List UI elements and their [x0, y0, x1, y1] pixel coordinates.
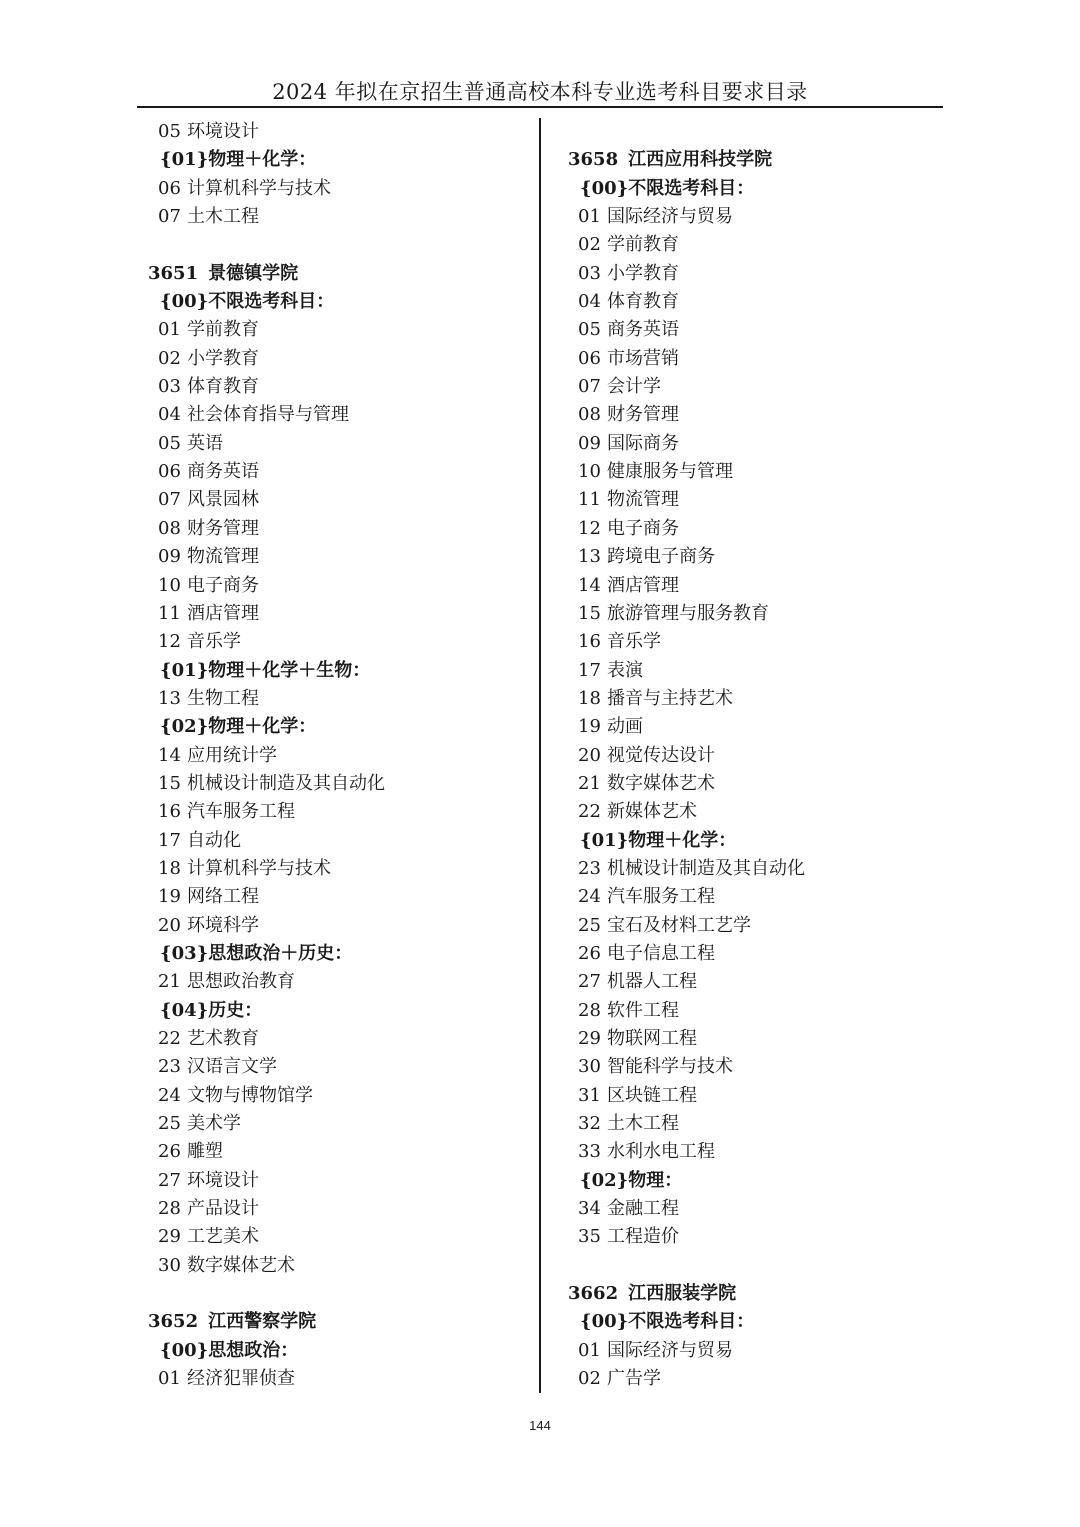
major-name: 视觉传达设计: [607, 744, 715, 766]
major-code: 20: [158, 914, 181, 936]
major-item: [568, 1195, 948, 1223]
blank-line: [568, 118, 948, 146]
school-name: 景德镇学院: [208, 262, 299, 284]
major-name: 金融工程: [607, 1198, 679, 1220]
page-title: 2024 年拟在京招生普通高校本科专业选考科目要求目录: [272, 80, 808, 104]
subject-requirement-group: {01}物理＋化学＋生物：: [160, 659, 371, 681]
major-name: 工艺美术: [187, 1226, 259, 1248]
major-code: 02: [578, 1368, 601, 1390]
subject-requirement-group: {02}物理＋化学：: [160, 716, 317, 738]
major-name: 机械设计制造及其自动化: [187, 772, 385, 794]
major-item: [568, 855, 948, 883]
subject-requirement-group: {00}思想政治：: [160, 1339, 299, 1361]
major-name: 电子商务: [607, 517, 679, 539]
major-item: [568, 1082, 948, 1110]
major-name: 财务管理: [607, 404, 679, 426]
major-name: 体育教育: [607, 291, 679, 313]
major-code: 07: [158, 206, 181, 228]
major-code: 03: [578, 262, 601, 284]
major-item: [148, 1167, 533, 1195]
major-item: [568, 373, 948, 401]
major-code: 17: [578, 659, 601, 681]
school-code: 3652: [148, 1311, 199, 1333]
major-code: 08: [158, 517, 181, 539]
major-item: [568, 543, 948, 571]
major-item: [148, 175, 533, 203]
major-name: 汉语言文学: [187, 1056, 277, 1078]
major-name: 物流管理: [187, 546, 259, 568]
major-name: 商务英语: [187, 461, 259, 483]
major-item: [148, 628, 533, 656]
major-code: 06: [158, 177, 181, 199]
right-column: [568, 118, 948, 1393]
major-name: 商务英语: [607, 319, 679, 341]
major-code: 05: [578, 319, 601, 341]
major-name: 国际经济与贸易: [607, 206, 733, 228]
major-code: 01: [578, 206, 601, 228]
major-item: [148, 600, 533, 628]
major-code: 21: [578, 772, 601, 794]
major-code: 04: [158, 404, 181, 426]
school-heading: [568, 1280, 948, 1308]
major-name: 数字媒体艺术: [187, 1254, 295, 1276]
major-code: 02: [578, 234, 601, 256]
major-code: 09: [158, 546, 181, 568]
major-name: 产品设计: [187, 1198, 259, 1220]
major-item: [568, 572, 948, 600]
subject-requirement-group: {03}思想政治＋历史：: [160, 942, 353, 964]
major-item: [148, 1025, 533, 1053]
major-item: [568, 628, 948, 656]
major-name: 土木工程: [607, 1113, 679, 1135]
major-item: [568, 940, 948, 968]
major-name: 思想政治教育: [187, 971, 295, 993]
major-name: 电子信息工程: [607, 942, 715, 964]
major-code: 26: [158, 1141, 181, 1163]
major-code: 28: [158, 1198, 181, 1220]
major-name: 生物工程: [187, 687, 259, 709]
major-code: 13: [578, 546, 601, 568]
major-item: [568, 912, 948, 940]
major-name: 新媒体艺术: [607, 801, 697, 823]
major-code: 30: [158, 1254, 181, 1276]
major-code: 34: [578, 1198, 601, 1220]
major-name: 物流管理: [607, 489, 679, 511]
major-name: 跨境电子商务: [607, 546, 715, 568]
major-item: [148, 685, 533, 713]
major-name: 市场营销: [607, 347, 679, 369]
major-code: 25: [578, 914, 601, 936]
major-code: 27: [158, 1169, 181, 1191]
major-name: 风景园林: [187, 489, 259, 511]
school-code: 3651: [148, 262, 199, 284]
major-item: [568, 1138, 948, 1166]
major-item: [148, 572, 533, 600]
major-code: 15: [578, 602, 601, 624]
school-code: 3658: [568, 149, 619, 171]
major-name: 环境科学: [187, 914, 259, 936]
major-item: [148, 1053, 533, 1081]
school-heading: [148, 1308, 533, 1336]
blank-line: [568, 1252, 948, 1280]
major-name: 酒店管理: [187, 602, 259, 624]
major-name: 计算机科学与技术: [187, 857, 331, 879]
major-name: 广告学: [607, 1368, 661, 1390]
major-name: 物联网工程: [607, 1028, 697, 1049]
school-code: 3662: [568, 1283, 619, 1305]
major-name: 土木工程: [187, 206, 259, 228]
major-name: 工程造价: [607, 1226, 679, 1248]
major-item: [148, 855, 533, 883]
major-item: [568, 798, 948, 826]
column-divider: [539, 118, 541, 1393]
major-name: 电子商务: [187, 574, 259, 596]
major-name: 学前教育: [607, 234, 679, 256]
major-code: 12: [158, 631, 181, 653]
left-column: [148, 118, 533, 1393]
major-item: [568, 1025, 948, 1053]
major-item: [568, 742, 948, 770]
major-code: 18: [158, 857, 181, 879]
major-item: [568, 515, 948, 543]
major-code: 23: [578, 857, 601, 879]
subject-requirement-group: {00}不限选考科目：: [160, 291, 335, 313]
school-name: 江西服装学院: [628, 1283, 737, 1305]
school-heading: [148, 260, 533, 288]
major-code: 09: [578, 432, 601, 454]
major-name: 区块链工程: [607, 1084, 697, 1106]
major-code: 19: [158, 886, 181, 908]
major-item: [148, 742, 533, 770]
major-name: 小学教育: [187, 347, 259, 369]
major-item: [148, 316, 533, 344]
subject-requirement-group: {02}物理：: [580, 1169, 683, 1191]
major-code: 16: [578, 631, 601, 653]
major-code: 01: [578, 1339, 601, 1361]
major-code: 11: [158, 602, 181, 624]
major-name: 机器人工程: [607, 971, 697, 993]
major-code: 22: [158, 1028, 181, 1049]
major-name: 动画: [607, 716, 643, 738]
major-code: 06: [158, 461, 181, 483]
major-code: 29: [158, 1226, 181, 1248]
major-item: [148, 430, 533, 458]
major-item: [568, 1053, 948, 1081]
major-name: 智能科学与技术: [607, 1056, 733, 1078]
major-name: 旅游管理与服务教育: [607, 602, 769, 624]
major-item: [568, 883, 948, 911]
major-name: 水利水电工程: [607, 1141, 715, 1163]
major-item: [148, 968, 533, 996]
major-item: [568, 600, 948, 628]
major-item: [148, 1195, 533, 1223]
major-code: 25: [158, 1113, 181, 1135]
major-item: [568, 997, 948, 1025]
major-code: 03: [158, 376, 181, 398]
major-name: 播音与主持艺术: [607, 687, 733, 709]
major-name: 艺术教育: [187, 1028, 259, 1049]
major-name: 小学教育: [607, 262, 679, 284]
major-item: [568, 458, 948, 486]
major-name: 国际经济与贸易: [607, 1339, 733, 1361]
major-code: 19: [578, 716, 601, 738]
major-code: 07: [158, 489, 181, 511]
major-item: [148, 1365, 533, 1393]
major-name: 财务管理: [187, 517, 259, 539]
major-code: 31: [578, 1084, 601, 1106]
major-item: [148, 345, 533, 373]
major-item: [568, 231, 948, 259]
major-code: 06: [578, 347, 601, 369]
major-name: 汽车服务工程: [607, 886, 715, 908]
subject-requirement-group: {00}不限选考科目：: [580, 1311, 755, 1333]
major-name: 会计学: [607, 376, 661, 398]
subject-requirement-group: {01}物理＋化学：: [580, 829, 737, 851]
major-code: 04: [578, 291, 601, 313]
major-name: 美术学: [187, 1113, 241, 1135]
major-name: 国际商务: [607, 432, 679, 454]
major-code: 01: [158, 1368, 181, 1390]
major-name: 英语: [187, 432, 223, 454]
major-item: [148, 373, 533, 401]
major-name: 计算机科学与技术: [187, 177, 331, 199]
major-name: 环境设计: [187, 1169, 259, 1191]
major-code: 14: [578, 574, 601, 596]
major-code: 32: [578, 1113, 601, 1135]
major-name: 音乐学: [187, 631, 241, 653]
major-item: [148, 798, 533, 826]
major-code: 05: [158, 121, 181, 142]
major-item: [148, 770, 533, 798]
page-number: 144: [529, 1418, 551, 1433]
major-item: [148, 458, 533, 486]
major-item: [568, 316, 948, 344]
major-item: [568, 1337, 948, 1365]
major-item: [148, 1138, 533, 1166]
major-code: 17: [158, 829, 181, 851]
blank-line: [148, 231, 533, 259]
header-rule: [137, 106, 943, 108]
major-code: 08: [578, 404, 601, 426]
major-name: 表演: [607, 659, 643, 681]
major-code: 23: [158, 1056, 181, 1078]
major-code: 15: [158, 772, 181, 794]
major-item: [148, 118, 533, 146]
subject-requirement-group: {01}物理＋化学：: [160, 149, 317, 171]
major-code: 21: [158, 971, 181, 993]
major-code: 29: [578, 1028, 601, 1049]
major-item: [568, 401, 948, 429]
major-item: [148, 912, 533, 940]
major-code: 30: [578, 1056, 601, 1078]
major-item: [148, 486, 533, 514]
major-code: 28: [578, 999, 601, 1021]
major-name: 环境设计: [187, 121, 259, 142]
major-item: [568, 260, 948, 288]
major-item: [568, 968, 948, 996]
major-code: 10: [578, 461, 601, 483]
major-code: 11: [578, 489, 601, 511]
major-name: 数字媒体艺术: [607, 772, 715, 794]
major-name: 软件工程: [607, 999, 679, 1021]
major-item: [148, 1082, 533, 1110]
major-code: 14: [158, 744, 181, 766]
major-code: 24: [158, 1084, 181, 1106]
major-item: [568, 657, 948, 685]
major-code: 24: [578, 886, 601, 908]
major-item: [568, 770, 948, 798]
major-item: [568, 345, 948, 373]
major-name: 自动化: [187, 829, 241, 851]
major-name: 应用统计学: [187, 744, 277, 766]
major-name: 宝石及材料工艺学: [607, 914, 751, 936]
major-code: 12: [578, 517, 601, 539]
major-item: [568, 685, 948, 713]
major-item: [568, 1365, 948, 1393]
major-item: [568, 1223, 948, 1251]
major-name: 学前教育: [187, 319, 259, 341]
major-code: 16: [158, 801, 181, 823]
major-item: [568, 486, 948, 514]
major-item: [568, 288, 948, 316]
major-item: [148, 1252, 533, 1280]
major-name: 酒店管理: [607, 574, 679, 596]
major-name: 音乐学: [607, 631, 661, 653]
major-item: [568, 203, 948, 231]
major-name: 社会体育指导与管理: [187, 404, 349, 426]
major-item: [148, 1223, 533, 1251]
major-name: 经济犯罪侦查: [187, 1368, 295, 1390]
subject-requirement-group: {00}不限选考科目：: [580, 177, 755, 199]
major-code: 26: [578, 942, 601, 964]
major-name: 健康服务与管理: [607, 461, 733, 483]
major-item: [148, 883, 533, 911]
major-code: 35: [578, 1226, 601, 1248]
blank-line: [148, 1280, 533, 1308]
major-item: [148, 543, 533, 571]
major-item: [568, 713, 948, 741]
major-code: 33: [578, 1141, 601, 1163]
major-code: 07: [578, 376, 601, 398]
major-code: 18: [578, 687, 601, 709]
major-item: [568, 1110, 948, 1138]
major-item: [148, 203, 533, 231]
major-code: 22: [578, 801, 601, 823]
major-item: [148, 401, 533, 429]
major-code: 10: [158, 574, 181, 596]
major-code: 01: [158, 319, 181, 341]
major-name: 机械设计制造及其自动化: [607, 857, 805, 879]
school-name: 江西警察学院: [208, 1311, 317, 1333]
school-name: 江西应用科技学院: [628, 149, 773, 171]
major-item: [148, 1110, 533, 1138]
major-name: 网络工程: [187, 886, 259, 908]
major-code: 27: [578, 971, 601, 993]
major-code: 20: [578, 744, 601, 766]
major-item: [148, 827, 533, 855]
school-heading: [568, 146, 948, 174]
major-code: 02: [158, 347, 181, 369]
major-item: [568, 430, 948, 458]
major-code: 05: [158, 432, 181, 454]
major-name: 文物与博物馆学: [187, 1084, 313, 1106]
major-name: 雕塑: [187, 1141, 223, 1163]
major-code: 13: [158, 687, 181, 709]
major-item: [148, 515, 533, 543]
subject-requirement-group: {04}历史：: [160, 999, 263, 1021]
major-name: 体育教育: [187, 376, 259, 398]
major-name: 汽车服务工程: [187, 801, 295, 823]
